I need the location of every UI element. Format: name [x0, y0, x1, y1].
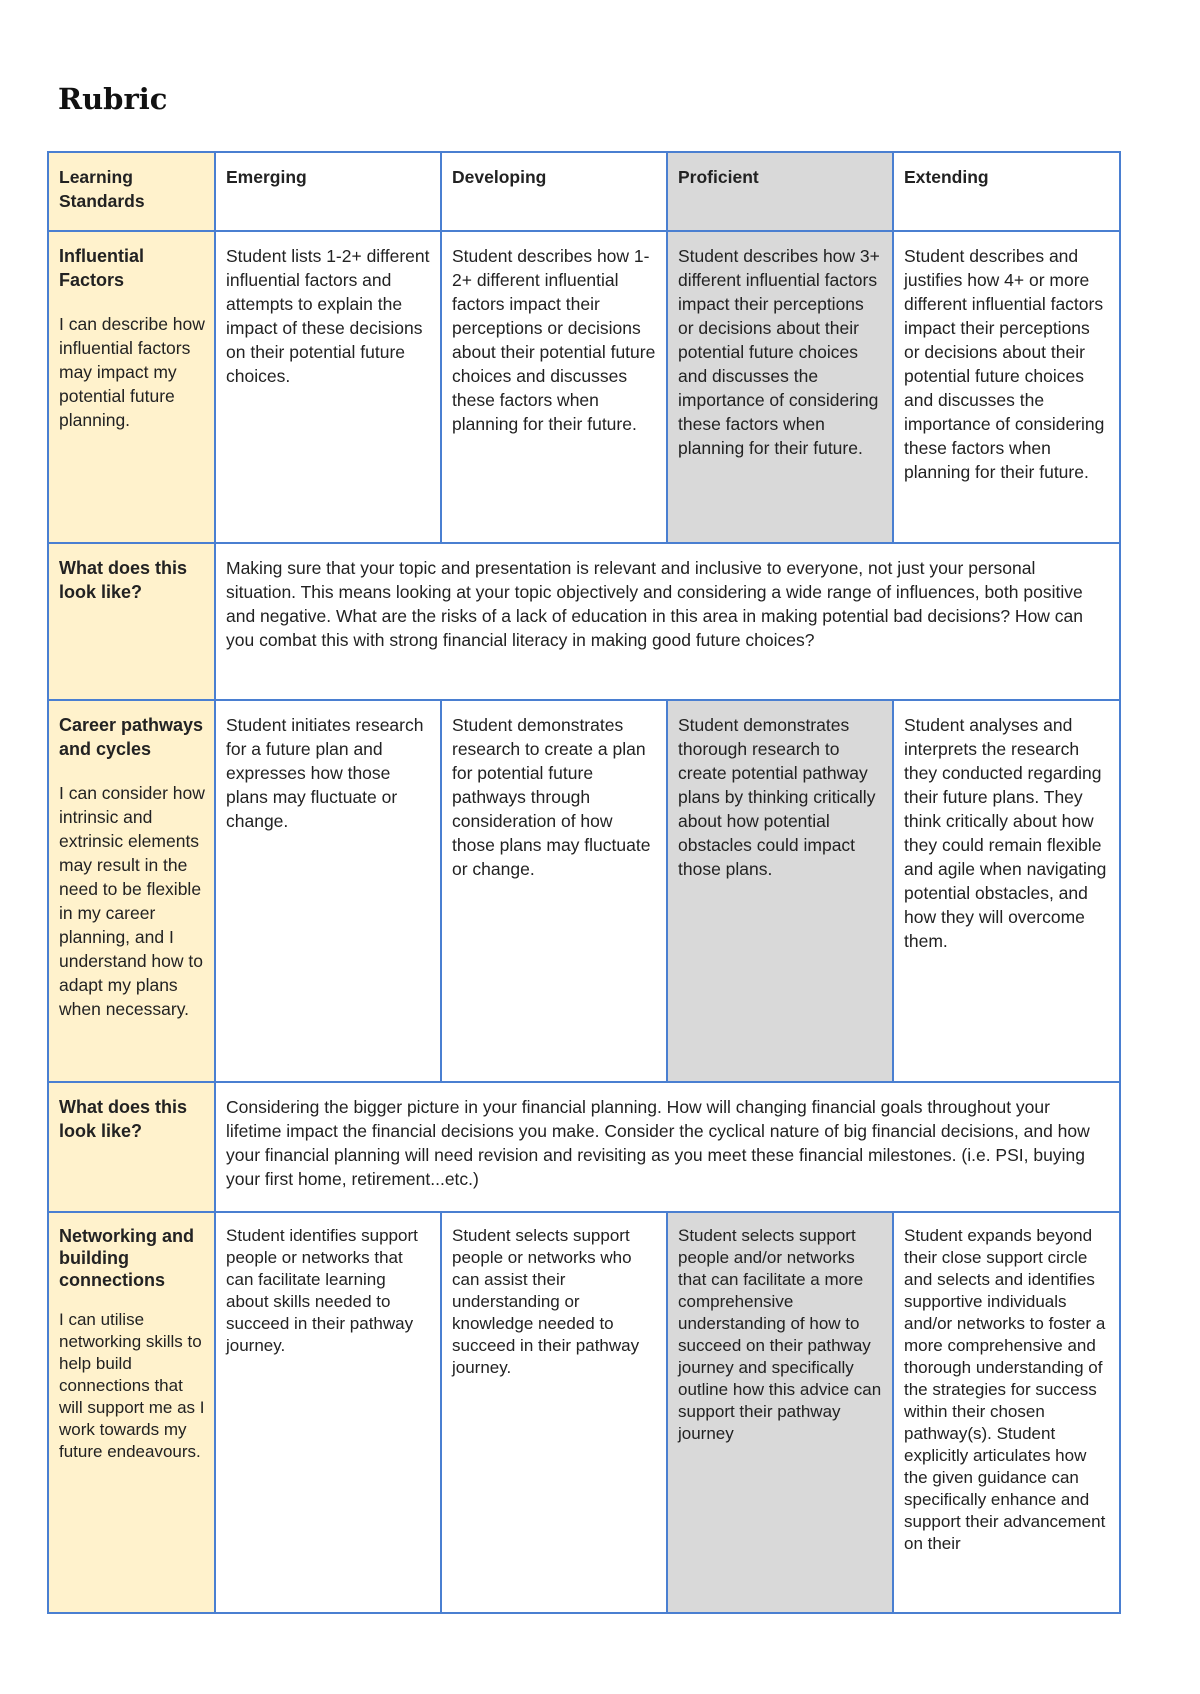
standard-cell: [48, 1082, 215, 1212]
cell-proficient: Student describes how 3+ different influential factors impact their perceptions or decisions about their potential future choices and discusses the importance of considering these factors when planning for their future.: [667, 231, 893, 543]
page-title: Rubric: [58, 82, 168, 116]
cell-developing: Student selects support people or networks who can assist their understanding or knowledge needed to succeed in their pathway journey.: [441, 1212, 667, 1613]
standard-cell: [48, 231, 215, 543]
cell-extending: Student analyses and interprets the research they conducted regarding their future plans. They think critically about how they could remain flexible and agile when navigating potential obstacles, and how they will overcome them.: [893, 700, 1120, 1082]
header-proficient: Proficient: [667, 152, 893, 231]
cell-proficient: Student demonstrates thorough research to create potential pathway plans by thinking critically about how potential obstacles could impact those plans.: [667, 700, 893, 1082]
header-learning-standards: Learning Standards: [48, 152, 215, 231]
header-extending: Extending: [893, 152, 1120, 231]
header-emerging: Emerging: [215, 152, 441, 231]
table-row-networking: [48, 1212, 1120, 1613]
cell-extending: Student expands beyond their close support circle and selects and identifies supportive individuals and/or networks to foster a more comprehensive and thorough understanding of the strategies for success within their chosen pathway(s). Student explicitly articulates how the given guidance can specifically enhance and support their advancement on their: [893, 1212, 1120, 1613]
table-row-career-pathways: [48, 700, 1120, 1082]
standard-description: I can utilise networking skills to help build connections that will support me as I work towards my future endeavours.: [59, 1310, 205, 1461]
cell-proficient: Student selects support people and/or networks that can facilitate a more comprehensive understanding of how to succeed on their pathway journey and specifically outline how this advice can support their pathway journey: [667, 1212, 893, 1613]
table-row-what-does-this-look-like: [48, 543, 1120, 700]
standard-cell: [48, 543, 215, 700]
table-row-influential-factors: [48, 231, 1120, 543]
cell-developing: Student demonstrates research to create a plan for potential future pathways through consideration of how those plans may fluctuate or change.: [441, 700, 667, 1082]
example-description: Considering the bigger picture in your financial planning. How will changing financial goals throughout your lifetime impact the financial decisions you make. Consider the cyclical nature of big financial decisions, and how your financial planning will need revision and revisiting as you meet these financial milestones. (i.e. PSI, buying your first home, retirement...etc.): [215, 1082, 1120, 1212]
rubric-table: [47, 151, 1121, 1614]
row-label: What does this look like?: [59, 558, 188, 602]
row-label: What does this look like?: [59, 1097, 188, 1141]
standard-description: I can describe how influential factors may impact my potential future planning.: [59, 314, 205, 430]
cell-emerging: Student lists 1-2+ different influential factors and attempts to explain the impact of these decisions on their potential future choices.: [215, 231, 441, 543]
cell-emerging: Student initiates research for a future plan and expresses how those plans may fluctuate or change.: [215, 700, 441, 1082]
example-description: Making sure that your topic and presentation is relevant and inclusive to everyone, not just your personal situation. This means looking at your topic objectively and considering a wide range of influences, both positive and negative. What are the risks of a lack of education in this area in making potential bad decisions? How can you combat this with strong financial literacy in making good future choices?: [215, 543, 1120, 700]
standard-cell: [48, 1212, 215, 1613]
table-row-what-does-this-look-like: [48, 1082, 1120, 1212]
header-row: [48, 152, 1120, 231]
standard-description: I can consider how intrinsic and extrinsic elements may result in the need to be flexible in my career planning, and I understand how to adapt my plans when necessary.: [59, 783, 205, 1019]
standard-title: Networking and building connections: [59, 1226, 195, 1290]
cell-emerging: Student identifies support people or networks that can facilitate learning about skills needed to succeed in their pathway journey.: [215, 1212, 441, 1613]
cell-developing: Student describes how 1-2+ different influential factors impact their perceptions or decisions about their potential future choices and discusses these factors when planning for their future.: [441, 231, 667, 543]
standard-title: Career pathways and cycles: [59, 715, 204, 759]
cell-extending: Student describes and justifies how 4+ or more different influential factors impact their perceptions or decisions about their potential future choices and discusses the importance of considering these factors when planning for their future.: [893, 231, 1120, 543]
standard-cell: [48, 700, 215, 1082]
header-developing: Developing: [441, 152, 667, 231]
standard-title: Influential Factors: [59, 246, 144, 290]
